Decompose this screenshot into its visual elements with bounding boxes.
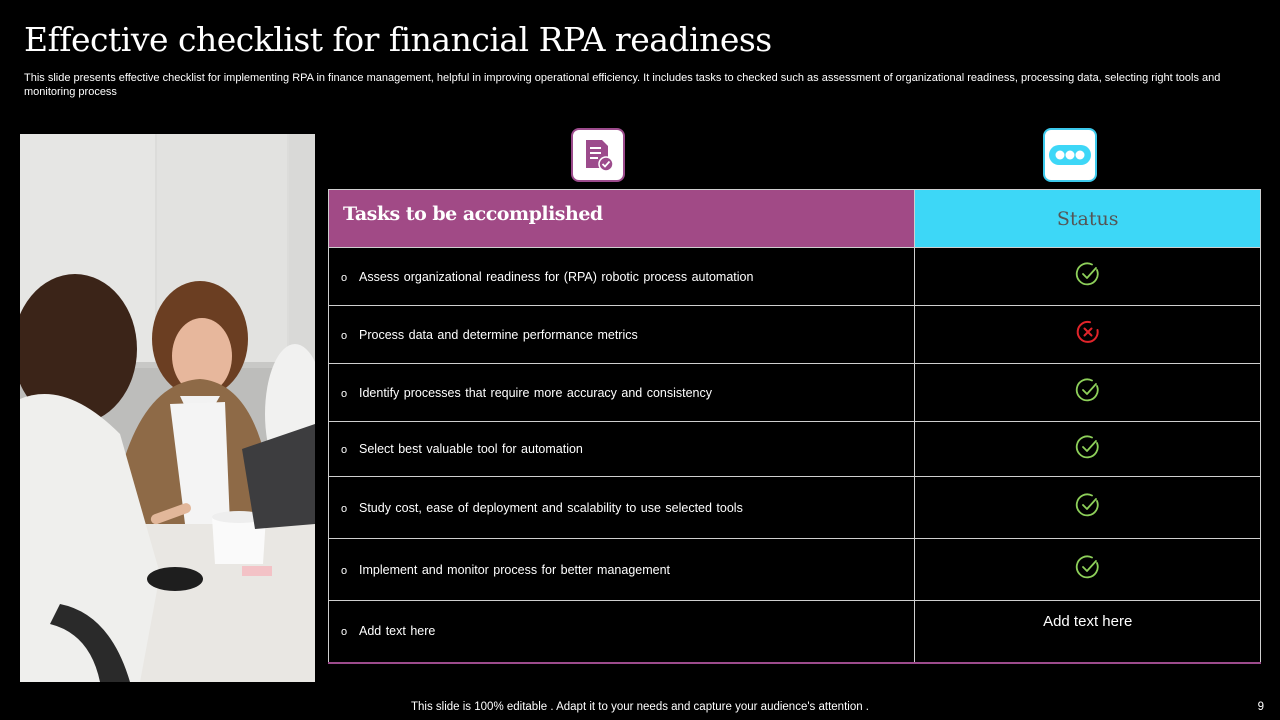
tasks-header: Tasks to be accomplished (329, 190, 915, 248)
table-row (329, 477, 1261, 539)
table-row (329, 539, 1261, 601)
bullet-marker: o (341, 626, 348, 639)
bullet-marker: o (341, 271, 348, 284)
status-cell (915, 477, 1261, 539)
status-cell (915, 539, 1261, 601)
x-circle-icon (1075, 319, 1101, 350)
check-circle-icon (1075, 261, 1101, 292)
task-text: Study cost, ease of deployment and scalability to use selected tools (359, 500, 743, 515)
status-cell (915, 248, 1261, 306)
checklist-table (328, 189, 1261, 664)
table-row (329, 601, 1261, 663)
task-text: Add text here (359, 624, 436, 639)
status-cell (915, 306, 1261, 364)
status-cell (915, 601, 1261, 663)
task-text: Implement and monitor process for better management (359, 562, 671, 577)
task-text: Process data and determine performance metrics (359, 327, 638, 342)
check-circle-icon (1075, 377, 1101, 408)
check-circle-icon (1075, 554, 1101, 585)
table-row (329, 306, 1261, 364)
task-text: Identify processes that require more accuracy and consistency (359, 385, 713, 400)
status-text: Add text here (1043, 613, 1133, 630)
status-cell (915, 422, 1261, 477)
status-dots-icon (1043, 128, 1097, 182)
footer-note: This slide is 100% editable . Adapt it to your needs and capture your audience's attention . (410, 701, 869, 713)
meeting-photo (20, 134, 315, 682)
task-cell (329, 477, 915, 539)
bullet-marker: o (341, 564, 348, 577)
task-cell (329, 601, 915, 663)
table-row (329, 422, 1261, 477)
task-cell (329, 539, 915, 601)
task-text: Select best valuable tool for automation (359, 442, 583, 456)
slide-subtitle: This slide presents effective checklist for implementing RPA in finance management, helpful in improving operational efficiency. It includes tasks to checked such as assessment of organizational readiness, processing data, selecting right tools and monitoring process (24, 72, 1221, 98)
page-number: 9 (1257, 701, 1264, 713)
document-check-icon (571, 128, 625, 182)
task-text: Assess organizational readiness for (RPA) robotic process automation (359, 269, 754, 284)
table-row (329, 364, 1261, 422)
check-circle-icon (1075, 492, 1101, 523)
check-circle-icon (1075, 434, 1101, 465)
bullet-marker: o (341, 387, 348, 400)
status-header: Status (915, 190, 1261, 248)
status-cell (915, 364, 1261, 422)
task-cell (329, 248, 915, 306)
bullet-marker: o (341, 444, 348, 456)
task-cell (329, 306, 915, 364)
task-cell (329, 422, 915, 477)
bullet-marker: o (341, 502, 348, 515)
bullet-marker: o (341, 329, 348, 342)
table-row (329, 248, 1261, 306)
task-cell (329, 364, 915, 422)
slide-title: Effective checklist for financial RPA readiness (24, 20, 772, 59)
